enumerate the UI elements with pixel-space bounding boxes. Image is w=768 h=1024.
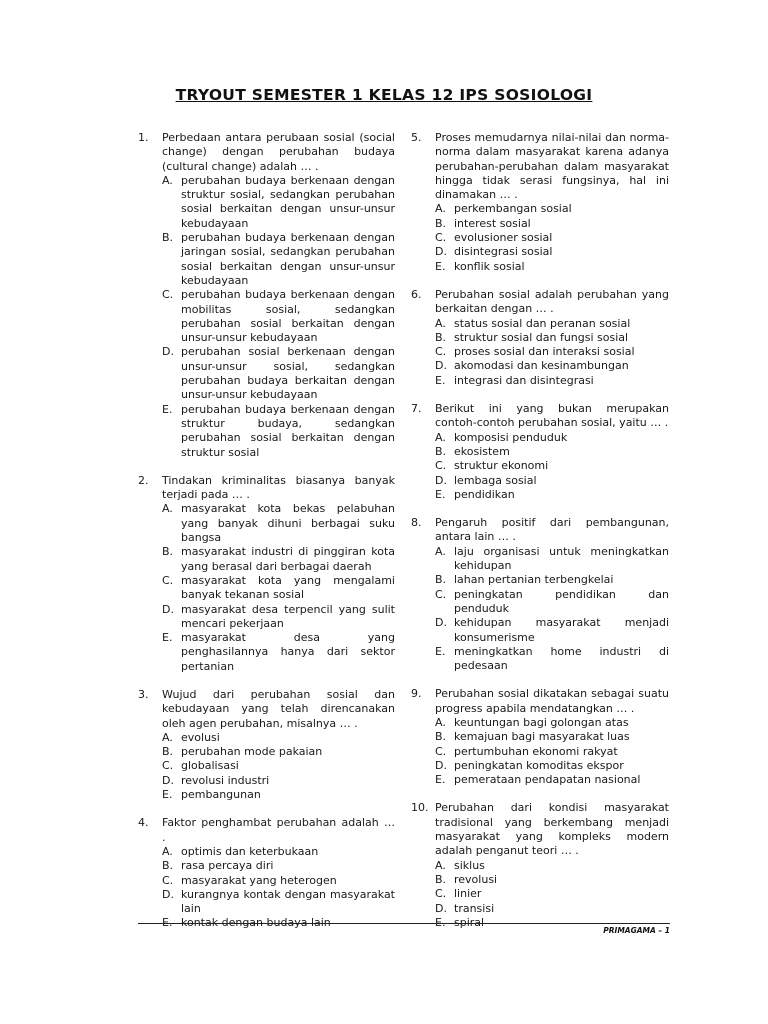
question-item bbox=[138, 688, 395, 802]
option-letter: C. bbox=[162, 288, 174, 302]
option-letter: D. bbox=[435, 901, 447, 915]
option-letter: A. bbox=[162, 502, 173, 516]
option-letter: A. bbox=[435, 430, 446, 444]
option-letter: D. bbox=[162, 887, 174, 901]
option-letter: C. bbox=[435, 887, 447, 901]
option-letter: D. bbox=[435, 359, 447, 373]
option-letter: B. bbox=[162, 859, 174, 873]
option-letter: B. bbox=[435, 216, 447, 230]
option-text: optimis dan keterbukaan bbox=[181, 844, 319, 858]
footer-divider bbox=[138, 923, 670, 924]
option-text: perubahan mode pakaian bbox=[181, 745, 323, 759]
question-header bbox=[411, 288, 669, 317]
question-number: 1. bbox=[138, 131, 149, 144]
question-stem: Faktor penghambat perubahan adalah … . bbox=[162, 816, 395, 844]
option-text: pendidikan bbox=[454, 487, 515, 501]
question-stem: Perubahan sosial dikatakan sebagai suatu progress apabila mendatangkan … . bbox=[435, 687, 669, 715]
answer-option bbox=[162, 859, 395, 873]
question-item bbox=[138, 816, 395, 930]
answer-option bbox=[435, 902, 669, 916]
answer-option bbox=[162, 574, 395, 603]
option-letter: D. bbox=[435, 245, 447, 259]
question-number: 9. bbox=[411, 687, 422, 701]
option-list bbox=[411, 317, 669, 388]
answer-option bbox=[435, 745, 669, 759]
option-text: perubahan sosial berkenaan dengan unsur-unsur sosial, sedangkan perubahan budaya berkaitan dengan unsur-unsur kebudayaan bbox=[181, 345, 395, 402]
option-text: konflik sosial bbox=[454, 259, 525, 273]
option-text: lembaga sosial bbox=[454, 473, 537, 487]
question-item bbox=[411, 516, 669, 673]
answer-option bbox=[162, 345, 395, 402]
option-text: siklus bbox=[454, 858, 485, 872]
option-letter: B. bbox=[435, 872, 447, 886]
answer-option bbox=[435, 317, 669, 331]
option-letter: E. bbox=[435, 773, 446, 787]
option-text: ekosistem bbox=[454, 444, 510, 458]
answer-option bbox=[435, 873, 669, 887]
question-number: 3. bbox=[138, 687, 149, 701]
answer-option bbox=[435, 730, 669, 744]
option-text: disintegrasi sosial bbox=[454, 245, 553, 259]
question-number: 2. bbox=[138, 473, 149, 487]
question-stem: Perubahan dari kondisi masyarakat tradisional yang berkembang menjadi masyarakat yang kompleks modern adalah penganut teori … . bbox=[435, 801, 669, 858]
option-letter: E. bbox=[435, 487, 446, 501]
option-text: peningkatan komoditas ekspor bbox=[454, 758, 624, 772]
option-letter: B. bbox=[435, 730, 447, 744]
question-item bbox=[411, 687, 669, 787]
option-letter: D. bbox=[162, 602, 174, 616]
option-letter: A. bbox=[162, 730, 173, 744]
option-letter: C. bbox=[162, 873, 174, 887]
question-item bbox=[411, 288, 669, 388]
option-text: pemerataan pendapatan nasional bbox=[454, 773, 641, 787]
question-stem: Berikut ini yang bukan merupakan contoh-contoh perubahan sosial, yaitu … . bbox=[435, 402, 669, 430]
question-header bbox=[411, 801, 669, 858]
answer-option bbox=[435, 645, 669, 674]
answer-option bbox=[435, 616, 669, 645]
option-text: perkembangan sosial bbox=[454, 202, 572, 216]
option-text: komposisi penduduk bbox=[454, 430, 568, 444]
answer-option bbox=[435, 545, 669, 574]
option-letter: C. bbox=[435, 345, 447, 359]
option-text: akomodasi dan kesinambungan bbox=[454, 359, 629, 373]
question-stem: Perubahan sosial adalah perubahan yang berkaitan dengan … . bbox=[435, 287, 669, 316]
answer-option bbox=[162, 545, 395, 574]
option-letter: E. bbox=[162, 402, 173, 416]
answer-option bbox=[435, 445, 669, 459]
option-text: kehidupan masyarakat menjadi konsumerisme bbox=[454, 616, 669, 644]
answer-option bbox=[435, 887, 669, 901]
answer-option bbox=[435, 588, 669, 617]
question-number: 5. bbox=[411, 131, 422, 144]
answer-option bbox=[162, 731, 395, 745]
option-text: struktur sosial dan fungsi sosial bbox=[454, 330, 629, 344]
answer-option bbox=[435, 573, 669, 587]
question-stem: Perbedaan antara perubaan sosial (social change) dengan perubahan budaya (cultural change) adalah … . bbox=[162, 131, 395, 173]
answer-option bbox=[162, 874, 395, 888]
question-header bbox=[411, 516, 669, 545]
question-header bbox=[138, 688, 395, 731]
option-letter: C. bbox=[435, 231, 447, 245]
option-text: kemajuan bagi masyarakat luas bbox=[454, 730, 630, 744]
option-letter: A. bbox=[162, 173, 173, 187]
option-letter: C. bbox=[162, 759, 174, 773]
option-letter: D. bbox=[162, 345, 174, 359]
option-text: proses sosial dan interaksi sosial bbox=[454, 345, 635, 359]
right-column bbox=[411, 131, 669, 944]
option-letter: B. bbox=[162, 545, 174, 559]
question-number: 7. bbox=[411, 402, 422, 416]
option-letter: B. bbox=[162, 745, 174, 759]
option-letter: A. bbox=[435, 544, 446, 558]
option-letter: A. bbox=[435, 858, 446, 872]
question-item bbox=[138, 131, 395, 460]
option-text: evolusi bbox=[181, 730, 220, 744]
option-list bbox=[138, 502, 395, 674]
option-letter: E. bbox=[435, 644, 446, 658]
page-title: TRYOUT SEMESTER 1 KELAS 12 IPS SOSIOLOGI bbox=[175, 86, 593, 104]
option-list bbox=[138, 845, 395, 931]
question-stem: Tindakan kriminalitas biasanya banyak terjadi pada … . bbox=[162, 473, 395, 502]
answer-option bbox=[435, 260, 669, 274]
option-letter: E. bbox=[435, 915, 446, 929]
option-text: spiral bbox=[454, 915, 485, 929]
option-letter: C. bbox=[435, 744, 447, 758]
option-letter: D. bbox=[435, 616, 447, 630]
option-list bbox=[411, 545, 669, 674]
option-text: masyarakat desa yang penghasilannya hanya dari sektor pertanian bbox=[181, 631, 395, 673]
answer-option bbox=[162, 603, 395, 632]
question-header bbox=[411, 131, 669, 202]
option-text: pembangunan bbox=[181, 788, 261, 802]
option-list bbox=[411, 431, 669, 502]
option-text: revolusi bbox=[454, 872, 498, 886]
option-letter: E. bbox=[162, 788, 173, 802]
option-letter: C. bbox=[435, 587, 447, 601]
answer-option bbox=[162, 788, 395, 802]
answer-option bbox=[435, 474, 669, 488]
answer-option bbox=[162, 231, 395, 288]
option-letter: A. bbox=[435, 715, 446, 729]
answer-option bbox=[435, 374, 669, 388]
option-letter: D. bbox=[435, 473, 447, 487]
option-list bbox=[411, 202, 669, 273]
option-text: struktur ekonomi bbox=[454, 459, 549, 473]
option-letter: B. bbox=[435, 330, 447, 344]
footer-label: PRIMAGAMA – 1 bbox=[603, 926, 670, 935]
option-letter: B. bbox=[162, 231, 174, 245]
option-letter: A. bbox=[162, 844, 173, 858]
answer-option bbox=[435, 245, 669, 259]
answer-option bbox=[162, 745, 395, 759]
answer-option bbox=[435, 459, 669, 473]
question-header bbox=[411, 687, 669, 716]
question-stem: Pengaruh positif dari pembangunan, antara lain … . bbox=[435, 516, 669, 544]
answer-option bbox=[435, 202, 669, 216]
option-list bbox=[138, 174, 395, 460]
option-text: globalisasi bbox=[181, 759, 239, 773]
option-text: evolusioner sosial bbox=[454, 231, 553, 245]
option-letter: A. bbox=[435, 202, 446, 216]
option-text: lahan pertanian terbengkelai bbox=[454, 573, 614, 587]
question-stem: Wujud dari perubahan sosial dan kebudayaan yang telah direncanakan oleh agen perubahan, misalnya … . bbox=[162, 687, 395, 730]
answer-option bbox=[162, 845, 395, 859]
answer-option bbox=[435, 345, 669, 359]
option-text: masyarakat desa terpencil yang sulit mencari pekerjaan bbox=[181, 602, 395, 630]
answer-option bbox=[435, 488, 669, 502]
answer-option bbox=[162, 631, 395, 674]
option-text: perubahan budaya berkenaan dengan struktur budaya, sedangkan perubahan sosial berkaitan dengan struktur sosial bbox=[181, 402, 395, 459]
option-letter: B. bbox=[435, 444, 447, 458]
question-item bbox=[138, 474, 395, 674]
option-text: masyarakat kota yang mengalami banyak tekanan sosial bbox=[181, 573, 395, 602]
option-text: kurangnya kontak dengan masyarakat lain bbox=[181, 887, 395, 916]
option-text: kontak dengan budaya lain bbox=[181, 916, 331, 930]
question-number: 4. bbox=[138, 816, 149, 830]
question-number: 6. bbox=[411, 287, 422, 301]
question-item bbox=[411, 801, 669, 930]
answer-option bbox=[435, 217, 669, 231]
answer-option bbox=[435, 359, 669, 373]
option-text: laju organisasi untuk meningkatkan kehidupan bbox=[454, 544, 669, 573]
question-header bbox=[138, 474, 395, 503]
option-letter: E. bbox=[435, 373, 446, 387]
option-letter: E. bbox=[162, 631, 173, 645]
option-letter: A. bbox=[435, 316, 446, 330]
option-letter: C. bbox=[162, 573, 174, 587]
answer-option bbox=[435, 431, 669, 445]
option-text: rasa percaya diri bbox=[181, 859, 274, 873]
option-text: integrasi dan disintegrasi bbox=[454, 373, 594, 387]
question-stem: Proses memudarnya nilai-nilai dan norma-norma dalam masyarakat karena adanya perubahan-perubahan dalam masyarakat hingga tidak serasi fungsinya, hal ini dinamakan … . bbox=[435, 131, 669, 202]
option-text: masyarakat yang heterogen bbox=[181, 873, 337, 887]
option-text: peningkatan pendidikan dan penduduk bbox=[454, 587, 669, 615]
question-header bbox=[138, 131, 395, 174]
option-list bbox=[411, 859, 669, 930]
answer-option bbox=[435, 859, 669, 873]
option-letter: D. bbox=[435, 758, 447, 772]
option-letter: E. bbox=[435, 259, 446, 273]
option-letter: C. bbox=[435, 459, 447, 473]
option-text: perubahan budaya berkenaan dengan jaringan sosial, sedangkan perubahan sosial berkaitan dengan unsur-unsur kebudayaan bbox=[181, 231, 395, 287]
answer-option bbox=[162, 774, 395, 788]
answer-option bbox=[435, 773, 669, 787]
question-number: 8. bbox=[411, 516, 422, 530]
question-item bbox=[411, 402, 669, 502]
answer-option bbox=[162, 502, 395, 545]
option-letter: D. bbox=[162, 773, 174, 787]
question-header bbox=[138, 816, 395, 845]
option-text: meningkatkan home industri di pedesaan bbox=[454, 644, 669, 673]
question-header bbox=[411, 402, 669, 431]
option-letter: B. bbox=[435, 573, 447, 587]
option-text: transisi bbox=[454, 901, 495, 915]
option-text: perubahan budaya berkenaan dengan mobilitas sosial, sedangkan perubahan sosial berkaitan dengan unsur-unsur kebudayaan bbox=[181, 288, 395, 345]
answer-option bbox=[435, 231, 669, 245]
left-column bbox=[138, 131, 395, 945]
answer-option bbox=[162, 403, 395, 460]
option-text: status sosial dan peranan sosial bbox=[454, 316, 631, 330]
answer-option bbox=[435, 759, 669, 773]
option-text: perubahan budaya berkenaan dengan struktur sosial, sedangkan perubahan sosial berkaitan dengan unsur-unsur kebudayaan bbox=[181, 173, 395, 230]
option-text: masyarakat kota bekas pelabuhan yang banyak dihuni berbagai suku bangsa bbox=[181, 502, 395, 545]
answer-option bbox=[435, 716, 669, 730]
option-text: pertumbuhan ekonomi rakyat bbox=[454, 744, 618, 758]
option-list bbox=[411, 716, 669, 787]
answer-option bbox=[162, 174, 395, 231]
option-letter: E. bbox=[162, 916, 173, 930]
answer-option bbox=[162, 759, 395, 773]
option-text: revolusi industri bbox=[181, 773, 270, 787]
answer-option bbox=[162, 888, 395, 917]
answer-option bbox=[435, 331, 669, 345]
option-text: masyarakat industri di pinggiran kota yang berasal dari berbagai daerah bbox=[181, 545, 395, 573]
option-list bbox=[138, 731, 395, 802]
option-text: linier bbox=[454, 887, 482, 901]
option-text: interest sosial bbox=[454, 216, 531, 230]
option-text: keuntungan bagi golongan atas bbox=[454, 715, 629, 729]
question-number: 10. bbox=[411, 801, 429, 815]
answer-option bbox=[162, 288, 395, 345]
question-item bbox=[411, 131, 669, 274]
